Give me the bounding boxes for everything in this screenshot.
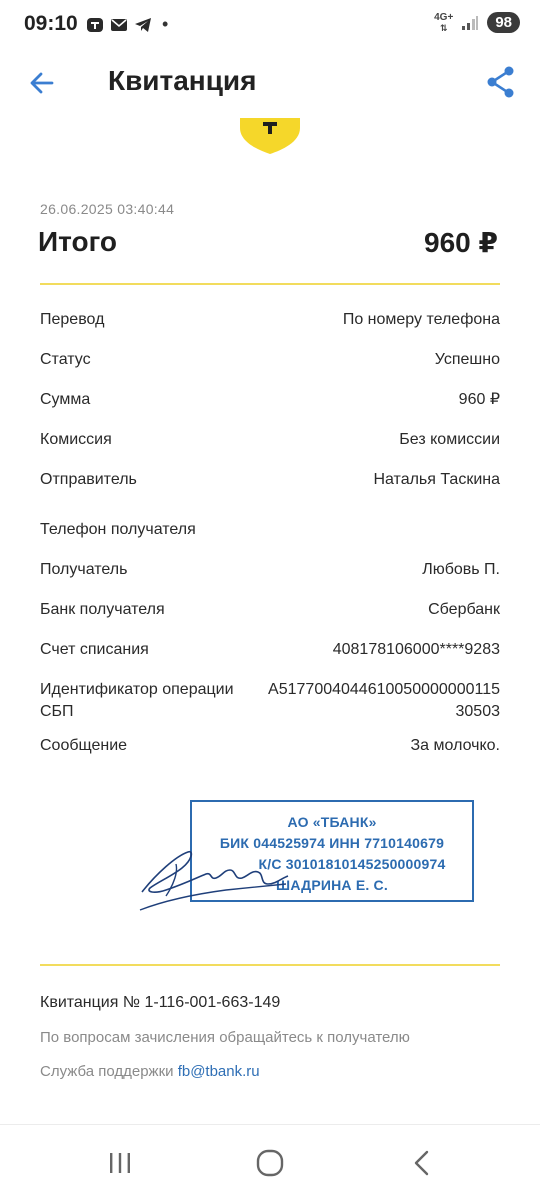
back-chevron-icon[interactable] [404, 1145, 440, 1181]
support-email-link[interactable]: fb@tbank.ru [177, 1063, 260, 1080]
page-title: Квитанция [108, 65, 257, 96]
detail-label: Комиссия [40, 431, 112, 448]
status-dot: • [162, 14, 169, 34]
detail-value-line1: A5177004044610050000000115 [268, 681, 500, 698]
mail-icon [110, 16, 128, 34]
divider-top [40, 283, 500, 285]
receipt-datetime: 26.06.2025 03:40:44 [40, 201, 175, 217]
signal-icon [461, 15, 479, 31]
detail-value: Любовь П. [422, 561, 500, 578]
stamp-bik-inn: БИК 044525974 ИНН 7710140679 [219, 835, 445, 851]
data-arrows-icon: ⇅ [439, 22, 448, 33]
detail-label: Банк получателя [40, 601, 165, 618]
detail-label: Сообщение [40, 737, 128, 754]
battery-badge: 98 [487, 12, 520, 33]
status-notification-icons [86, 14, 168, 35]
home-icon[interactable] [252, 1145, 288, 1181]
detail-label: Сумма [40, 391, 91, 408]
detail-value: Без комиссии [399, 431, 500, 448]
bank-logo-icon [240, 118, 300, 154]
detail-value: По номеру телефона [342, 311, 500, 328]
network-type: 4G+ [434, 11, 454, 23]
detail-label-line1: Идентификатор операции [40, 681, 234, 698]
detail-label: Телефон получателя [40, 521, 196, 538]
status-bar [0, 0, 540, 52]
detail-label: Статус [40, 351, 91, 368]
arrow-left-icon[interactable] [26, 66, 60, 100]
detail-label: Счет списания [40, 641, 149, 658]
detail-label: Отправитель [40, 471, 137, 488]
support-line [40, 1063, 260, 1080]
detail-label [40, 679, 234, 723]
detail-label: Перевод [40, 311, 105, 328]
network-indicator [434, 13, 453, 33]
detail-label-line2: СБП [40, 703, 74, 720]
detail-label: Получатель [40, 561, 128, 578]
telegram-icon [134, 16, 152, 34]
share-icon[interactable] [484, 64, 518, 100]
support-label: Служба поддержки [40, 1063, 178, 1080]
total-label: Итого [38, 226, 117, 257]
recipient-hint: По вопросам зачисления обращайтесь к получателю [40, 1029, 410, 1046]
detail-value: За молочко. [410, 737, 500, 754]
detail-row-sbp-id [40, 679, 500, 723]
stamp-corr-account: К/С 30101810145250000974 [258, 856, 446, 872]
system-nav-bar [0, 1124, 540, 1201]
detail-value: Успешно [434, 351, 500, 368]
signature-image [136, 834, 296, 914]
detail-value: 960 ₽ [458, 391, 500, 408]
shield-app-icon [86, 16, 104, 34]
stamp-bank-name: АО «ТБАНК» [287, 814, 377, 830]
detail-value-line2: 30503 [455, 703, 500, 720]
total-value: 960 ₽ [424, 227, 498, 258]
detail-value: Наталья Таскина [373, 471, 500, 488]
detail-value [268, 679, 500, 723]
divider-bottom [40, 964, 500, 966]
detail-value: 408178106000****9283 [332, 641, 500, 658]
recent-apps-icon[interactable] [102, 1145, 138, 1181]
status-time: 09:10 [24, 12, 78, 35]
stamp-signer: ШАДРИНА Е. С. [276, 877, 388, 893]
app-bar [0, 52, 540, 116]
detail-value: Сбербанк [428, 601, 500, 618]
receipt-number: Квитанция № 1-116-001-663-149 [40, 994, 281, 1011]
status-right [434, 12, 520, 33]
